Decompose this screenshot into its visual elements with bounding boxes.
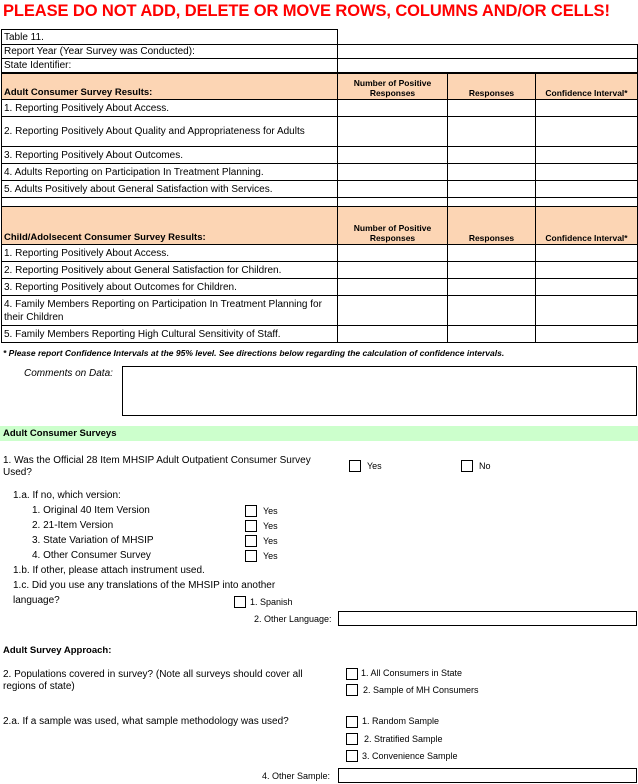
version-label: 2. 21-Item Version (32, 520, 114, 531)
cell-input[interactable] (338, 181, 448, 198)
other-sample-label: 4. Other Sample: (262, 771, 331, 781)
q1-no-label: No (479, 461, 491, 471)
table-row (2, 245, 638, 262)
other-sample-input[interactable] (338, 768, 637, 783)
table-row (2, 117, 638, 147)
cell-input[interactable] (536, 326, 638, 343)
row-label: 1. Reporting Positively About Access. (2, 100, 338, 117)
col-positive-responses: Number of Positive Responses (338, 207, 448, 245)
q1a-text: 1.a. If no, which version: (13, 490, 121, 501)
sample-consumers-checkbox[interactable] (346, 684, 358, 696)
version-yes-checkbox[interactable] (245, 520, 257, 532)
all-consumers-label: 1. All Consumers in State (361, 668, 463, 678)
cell-input[interactable] (338, 164, 448, 181)
version-yes-label: Yes (263, 521, 278, 531)
table-row (2, 296, 638, 326)
cell-input[interactable] (448, 100, 536, 117)
q1b-text: 1.b. If other, please attach instrument used. (13, 565, 205, 576)
cell-input[interactable] (338, 296, 448, 326)
version-label: 1. Original 40 Item Version (32, 505, 150, 516)
q1-no-checkbox[interactable] (461, 460, 473, 472)
table-row (2, 279, 638, 296)
version-yes-label: Yes (263, 551, 278, 561)
convenience-sample-label: 3. Convenience Sample (362, 751, 458, 761)
row-label: 4. Adults Reporting on Participation In Treatment Planning. (2, 164, 338, 181)
random-sample-label: 1. Random Sample (362, 716, 440, 726)
col-responses: Responses (448, 74, 536, 100)
cell-input[interactable] (338, 245, 448, 262)
version-yes-label: Yes (263, 536, 278, 546)
table-row (2, 262, 638, 279)
cell-input[interactable] (536, 279, 638, 296)
report-year-label: Report Year (Year Survey was Conducted): (2, 45, 338, 59)
cell-input[interactable] (448, 181, 536, 198)
other-language-input[interactable] (338, 611, 637, 626)
cell-input[interactable] (536, 296, 638, 326)
table-row (2, 100, 638, 117)
cell-input[interactable] (536, 147, 638, 164)
row-label: 2. Reporting Positively about General Satisfaction for Children. (2, 262, 338, 279)
convenience-sample-checkbox[interactable] (346, 750, 358, 762)
version-label: 4. Other Consumer Survey (32, 550, 151, 561)
q1c-text-line2: language? (13, 595, 60, 606)
cell-input[interactable] (448, 326, 536, 343)
adult-results-table (1, 73, 638, 209)
cell-input[interactable] (536, 181, 638, 198)
comments-textarea[interactable] (122, 366, 637, 416)
spanish-label: 1. Spanish (250, 597, 293, 607)
row-label: 3. Reporting Positively About Outcomes. (2, 147, 338, 164)
cell-input[interactable] (448, 164, 536, 181)
col-confidence-interval: Confidence Interval* (536, 74, 638, 100)
stratified-sample-checkbox[interactable] (346, 733, 358, 745)
q2a-text: 2.a. If a sample was used, what sample methodology was used? (3, 716, 289, 727)
row-label: 5. Adults Positively about General Satisfaction with Services. (2, 181, 338, 198)
cell-input[interactable] (536, 117, 638, 147)
other-language-label: 2. Other Language: (254, 614, 332, 624)
adult-results-heading: Adult Consumer Survey Results: (2, 74, 338, 100)
sample-consumers-label: 2. Sample of MH Consumers (363, 685, 479, 695)
all-consumers-checkbox[interactable] (346, 668, 358, 680)
cell-input[interactable] (338, 147, 448, 164)
cell-input[interactable] (448, 262, 536, 279)
version-yes-checkbox[interactable] (245, 535, 257, 547)
version-label: 3. State Variation of MHSIP (32, 535, 154, 546)
child-results-heading: Child/Adolsecent Consumer Survey Results: (2, 207, 338, 245)
q1-text-line2: Used? (3, 467, 32, 478)
table-row (2, 326, 638, 343)
row-label: 5. Family Members Reporting High Cultural Sensitivity of Staff. (2, 326, 338, 343)
q2-text-line2: regions of state) (3, 681, 75, 692)
table-row (2, 181, 638, 198)
table-label: Table 11. (2, 30, 338, 45)
spanish-checkbox[interactable] (234, 596, 246, 608)
state-identifier-input[interactable] (338, 59, 638, 73)
cell-input[interactable] (448, 296, 536, 326)
cell-input[interactable] (448, 245, 536, 262)
q1-text-line1: 1. Was the Official 28 Item MHSIP Adult Outpatient Consumer Survey (3, 455, 311, 466)
identity-table (1, 29, 638, 73)
survey-approach-title: Adult Survey Approach: (3, 645, 112, 656)
section-title: Adult Consumer Surveys (3, 428, 117, 439)
row-label: 2. Reporting Positively About Quality and Appropriateness for Adults (2, 117, 338, 147)
col-confidence-interval: Confidence Interval* (536, 207, 638, 245)
col-positive-responses: Number of Positive Responses (338, 74, 448, 100)
stratified-sample-label: 2. Stratified Sample (364, 734, 443, 744)
cell-input[interactable] (338, 279, 448, 296)
cell-input[interactable] (338, 117, 448, 147)
cell-input[interactable] (536, 245, 638, 262)
q1-yes-label: Yes (367, 461, 382, 471)
q2-text-line1: 2. Populations covered in survey? (Note all surveys should cover all (3, 669, 303, 680)
random-sample-checkbox[interactable] (346, 716, 358, 728)
cell-input[interactable] (448, 279, 536, 296)
table-row (2, 147, 638, 164)
comments-label: Comments on Data: (24, 368, 113, 379)
child-results-table (1, 206, 638, 343)
version-yes-checkbox[interactable] (245, 505, 257, 517)
state-identifier-label: State Identifier: (2, 59, 338, 73)
confidence-note: * Please report Confidence Intervals at the 95% level. See directions below regarding the calculation of confidence intervals. (3, 348, 505, 358)
row-label: 4. Family Members Reporting on Participation In Treatment Planning for their Children (2, 296, 338, 326)
cell-input[interactable] (536, 100, 638, 117)
report-year-input[interactable] (338, 45, 638, 59)
row-label: 3. Reporting Positively about Outcomes for Children. (2, 279, 338, 296)
cell-input[interactable] (448, 117, 536, 147)
row-label: 1. Reporting Positively About Access. (2, 245, 338, 262)
col-responses: Responses (448, 207, 536, 245)
cell-input[interactable] (448, 147, 536, 164)
warning-banner: PLEASE DO NOT ADD, DELETE OR MOVE ROWS, COLUMNS AND/OR CELLS! (3, 2, 610, 20)
cell-input[interactable] (338, 326, 448, 343)
cell-input[interactable] (536, 164, 638, 181)
cell-input[interactable] (536, 262, 638, 279)
version-yes-label: Yes (263, 506, 278, 516)
section-header-adult-surveys (0, 426, 638, 441)
q1-yes-checkbox[interactable] (349, 460, 361, 472)
q1c-text-line1: 1.c. Did you use any translations of the MHSIP into another (13, 580, 276, 591)
cell-input[interactable] (338, 262, 448, 279)
version-yes-checkbox[interactable] (245, 550, 257, 562)
cell-input[interactable] (338, 100, 448, 117)
table-row (2, 164, 638, 181)
